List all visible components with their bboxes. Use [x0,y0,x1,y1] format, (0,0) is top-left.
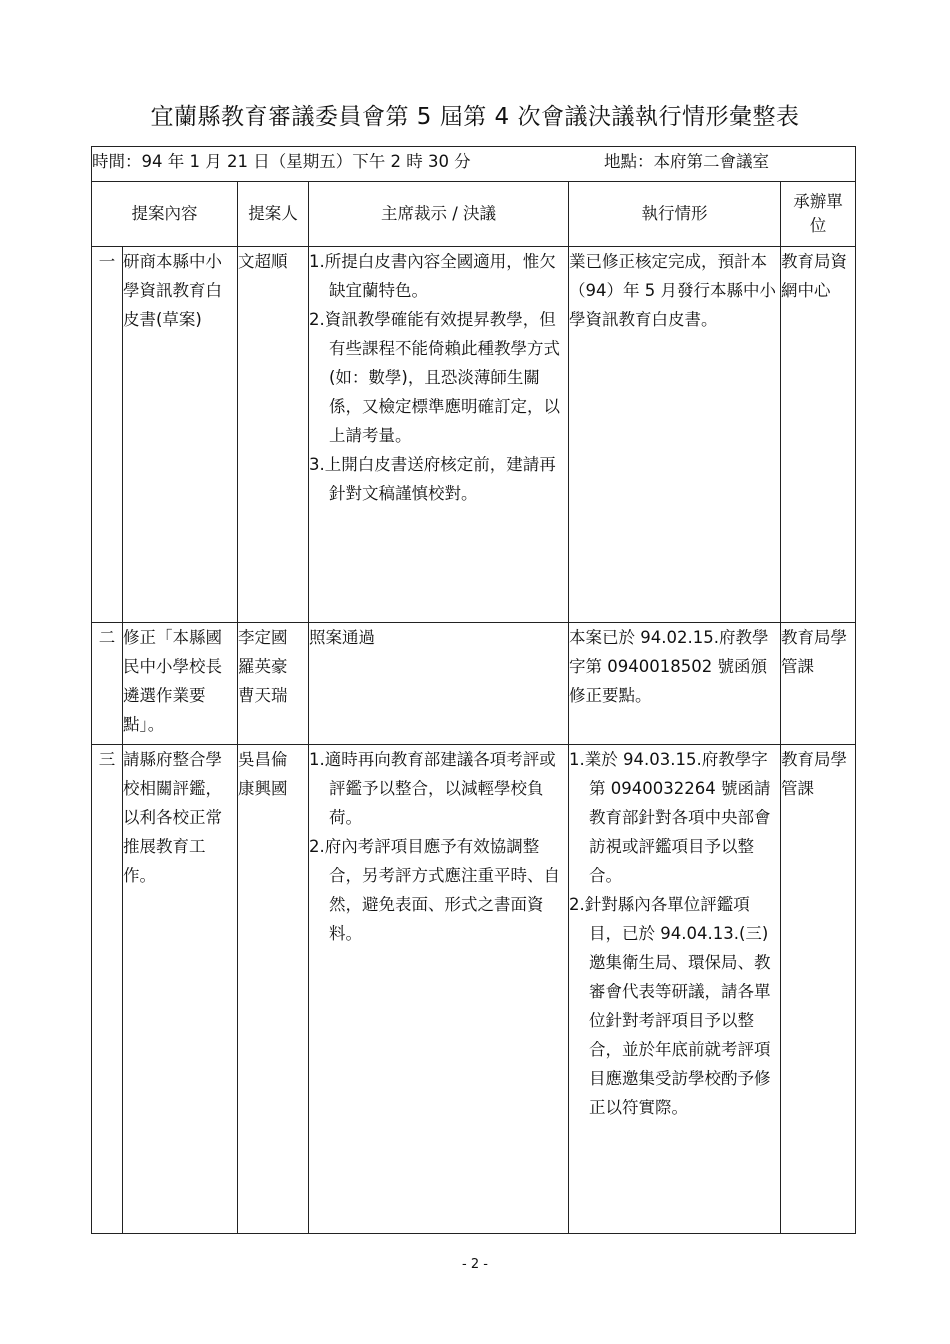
decision-item: 2.資訊教學確能有效提昇教學，但有些課程不能倚賴此種教學方式(如：數學)，且恐淡薄師生關係，又檢定標準應明確訂定，以上請考量。 [309,310,560,445]
header-execution: 執行情形 [569,182,781,247]
decision-item: 1.適時再向教育部建議各項考評或評鑑予以整合，以減輕學校負荷。 [309,750,556,827]
proposer [238,247,309,623]
responsible-unit: 教育局資網中心 [781,247,856,623]
responsible-unit: 教育局學管課 [781,623,856,745]
decision-list [309,745,568,948]
proposer-name: 李定國 [238,628,288,647]
table-row [92,623,856,745]
execution-cell [569,745,781,1234]
page-number: - 2 - [462,1257,488,1272]
decision-cell [309,745,569,1234]
proposer-name: 羅英豪 [238,657,288,676]
proposer [238,745,309,1234]
decision-cell [309,247,569,623]
proposer [238,623,309,745]
meeting-place: 地點：本府第二會議室 [604,152,769,171]
execution-status: 本案已於 94.02.15.府教學字第 0940018502 號函頒修正要點。 [569,623,781,745]
execution-item: 1.業於 94.03.15.府教學字第 0940032264 號函請教育部針對各項中央部會訪視或評鑑項目予以整合。 [569,750,771,885]
row-index: 二 [92,623,123,745]
decision-list [309,450,568,508]
header-content: 提案內容 [92,182,238,247]
execution-status: 業已修正核定完成，預計本（94）年 5 月發行本縣中小學資訊教育白皮書。 [569,247,781,623]
header-proposer: 提案人 [238,182,309,247]
proposal-content: 修正「本縣國民中小學校長遴選作業要點」。 [123,623,238,745]
proposer-name: 曹天瑞 [238,686,288,705]
meeting-time: 時間：94 年 1 月 21 日（星期五）下午 2 時 30 分 [92,152,471,171]
execution-item: 2.針對縣內各單位評鑑項目，已於 94.04.13.(三)邀集衛生局、環保局、教審會代表等研議，請各單位針對考評項目予以整合，並於年底前就考評項目應邀集受訪學校酌予修正以符實際。 [569,895,771,1117]
info-row [92,147,856,182]
proposer-name: 文超順 [238,252,288,271]
proposer-name: 康興國 [238,779,288,798]
table-row [92,745,856,1234]
decision-list [309,247,568,450]
resolution-table [91,146,856,1234]
page-title: 宜蘭縣教育審議委員會第 5 屆第 4 次會議決議執行情形彙整表 [150,104,800,130]
row-index: 三 [92,745,123,1234]
row-index: 一 [92,247,123,623]
header-decision: 主席裁示 / 決議 [309,182,569,247]
header-row [92,182,856,247]
proposer-name: 吳昌倫 [238,750,288,769]
proposal-content: 研商本縣中小學資訊教育白皮書(草案) [123,247,238,623]
decision-cell: 照案通過 [309,623,569,745]
responsible-unit: 教育局學管課 [781,745,856,1234]
decision-item: 1.所提白皮書內容全國適用，惟欠缺宜蘭特色。 [309,252,556,300]
header-unit: 承辦單位 [781,182,856,247]
decision-item: 2.府內考評項目應予有效協調整合，另考評方式應注重平時、自然，避免表面、形式之書面資料。 [309,837,560,943]
execution-list [569,745,780,1122]
proposal-content: 請縣府整合學校相關評鑑，以利各校正常推展教育工作。 [123,745,238,1234]
decision-item: 3.上開白皮書送府核定前，建請再針對文稿謹慎校對。 [309,455,556,503]
table-row [92,247,856,623]
